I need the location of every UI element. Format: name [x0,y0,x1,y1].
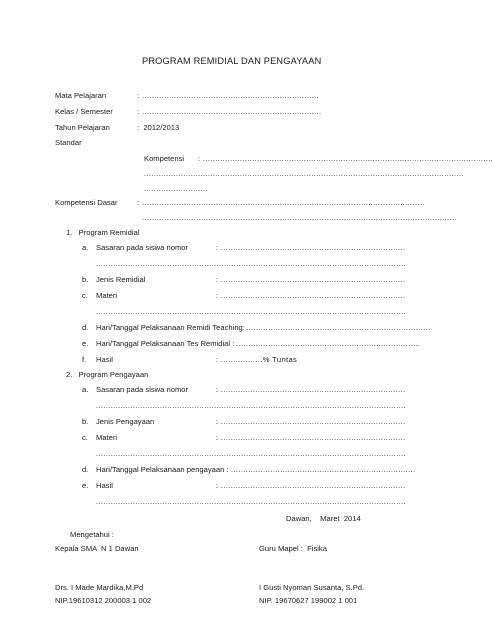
remidial-sasaran-fill-line2: .............................................................................................................................. [96,259,406,268]
mata-pelajaran-fill: : ........................................................................ [137,91,320,100]
pengayaan-sasaran-fill-line2: .............................................................................................................................. [96,401,406,410]
remidial-marker-d: d. [82,323,89,332]
tahun-pelajaran-value: : 2012/2013 [137,123,180,132]
pengayaan-hasil-fill: : ........................................................................... [216,481,406,490]
guru-mapel-role: Guru Mapel : Fisika [259,544,327,553]
remidial-marker-e: e. [82,339,89,348]
kepala-sekolah-name: Drs. I Made Mardika,M.Pd [55,583,144,592]
pengayaan-marker-b: b. [82,417,89,426]
pengayaan-jenis-fill: : ........................................................................... [216,417,406,426]
remidial-marker-b: b. [82,275,89,284]
remidial-sasaran-label: Sasaran pada siswa nomor [96,243,189,252]
mengetahui-label: Mengetahui : [70,530,114,539]
pengayaan-materi-label: Materi [96,433,118,442]
pengayaan-materi-fill: : ........................................................................... [216,433,406,442]
kepala-sekolah-role: Kepala SMA N 1 Dawan [55,544,139,553]
kompetensi-fill-line3: .......................... [144,184,208,193]
remidial-materi-fill: : ........................................................................... [216,291,406,300]
pengayaan-sasaran-fill: : ........................................................................... [216,385,406,394]
tahun-pelajaran-label: Tahun Pelajaran [55,123,110,132]
remidial-hasil-fill: : .................% Tuntas [216,355,298,364]
remidial-marker-a: a. [82,243,89,252]
pengayaan-hasil-label: Hasil [96,481,113,490]
guru-mapel-nip: NIP. 19670627 199002 1 001 [259,596,358,605]
remidial-marker-c: c. [82,291,88,300]
remidial-sasaran-fill: : ........................................................................... [216,243,406,252]
standar-label: Standar [55,138,82,147]
remidial-materi-label: Materi [96,291,118,300]
mata-pelajaran-label: Mata Pelajaran [55,91,107,100]
kompetensi-dasar-fill-line2: ................................................................................................................................ [142,213,457,222]
remidial-hasil-label: Hasil [96,355,113,364]
pengayaan-marker-c: c. [82,433,88,442]
document-title: PROGRAM REMIDIAL DAN PENGAYAAN [142,56,322,66]
kompetensi-label: Kompetensi [144,154,185,163]
pengayaan-heading: 2. Program Pengayaan [66,370,149,379]
kompetensi-fill: : ...................................................................................................................... [198,154,493,163]
remidial-tes-fill: ........................................................................... [236,339,421,348]
place-date: Dawan, Maret 2014 [286,514,361,523]
remidial-jenis-fill: : ........................................................................... [216,275,406,284]
kompetensi-fill-line2: .................................................................................................................................. [144,169,464,178]
remidial-heading: 1. Program Remidial [66,228,140,237]
kompetensi-dasar-label: Kompetensi Dasar [55,198,118,207]
pengayaan-marker-d: d. [82,465,89,474]
pengayaan-sasaran-label: Sasaran pada siswa nomor [96,385,189,394]
remidial-teaching-fill: ........................................................................... [246,323,431,332]
remidial-teaching-label: Hari/Tanggal Pelaksanaan Remidi Teaching: [96,323,245,332]
pengayaan-hari-fill: ........................................................................... [231,465,416,474]
kompetensi-dasar-fill: : ................................................................................................................... [137,198,425,207]
kelas-semester-fill: : ......................................................................... [137,107,322,116]
guru-mapel-name: I Gusti Nyoman Susanta, S.Pd. [259,583,365,592]
pengayaan-marker-e: e. [82,481,89,490]
remidial-jenis-label: Jenis Remidial [96,275,146,284]
pengayaan-marker-a: a. [82,385,89,394]
remidial-tes-label: Hari/Tanggal Pelaksanaan Tes Remidial : [96,339,235,348]
remidial-marker-f: f. [82,355,87,364]
pengayaan-jenis-label: Jenis Pengayaan [96,417,155,426]
kelas-semester-label: Kelas / Semester [55,107,113,116]
kepala-sekolah-nip: NIP.19610312 200003 1 002 [55,596,152,605]
pengayaan-materi-fill-line2: .............................................................................................................................. [96,449,406,458]
pengayaan-hari-label: Hari/Tanggal Pelaksanaan pengayaan : [96,465,229,474]
pengayaan-hasil-fill-line2: .............................................................................................................................. [96,497,406,506]
remidial-materi-fill-line2: .............................................................................................................................. [96,307,406,316]
